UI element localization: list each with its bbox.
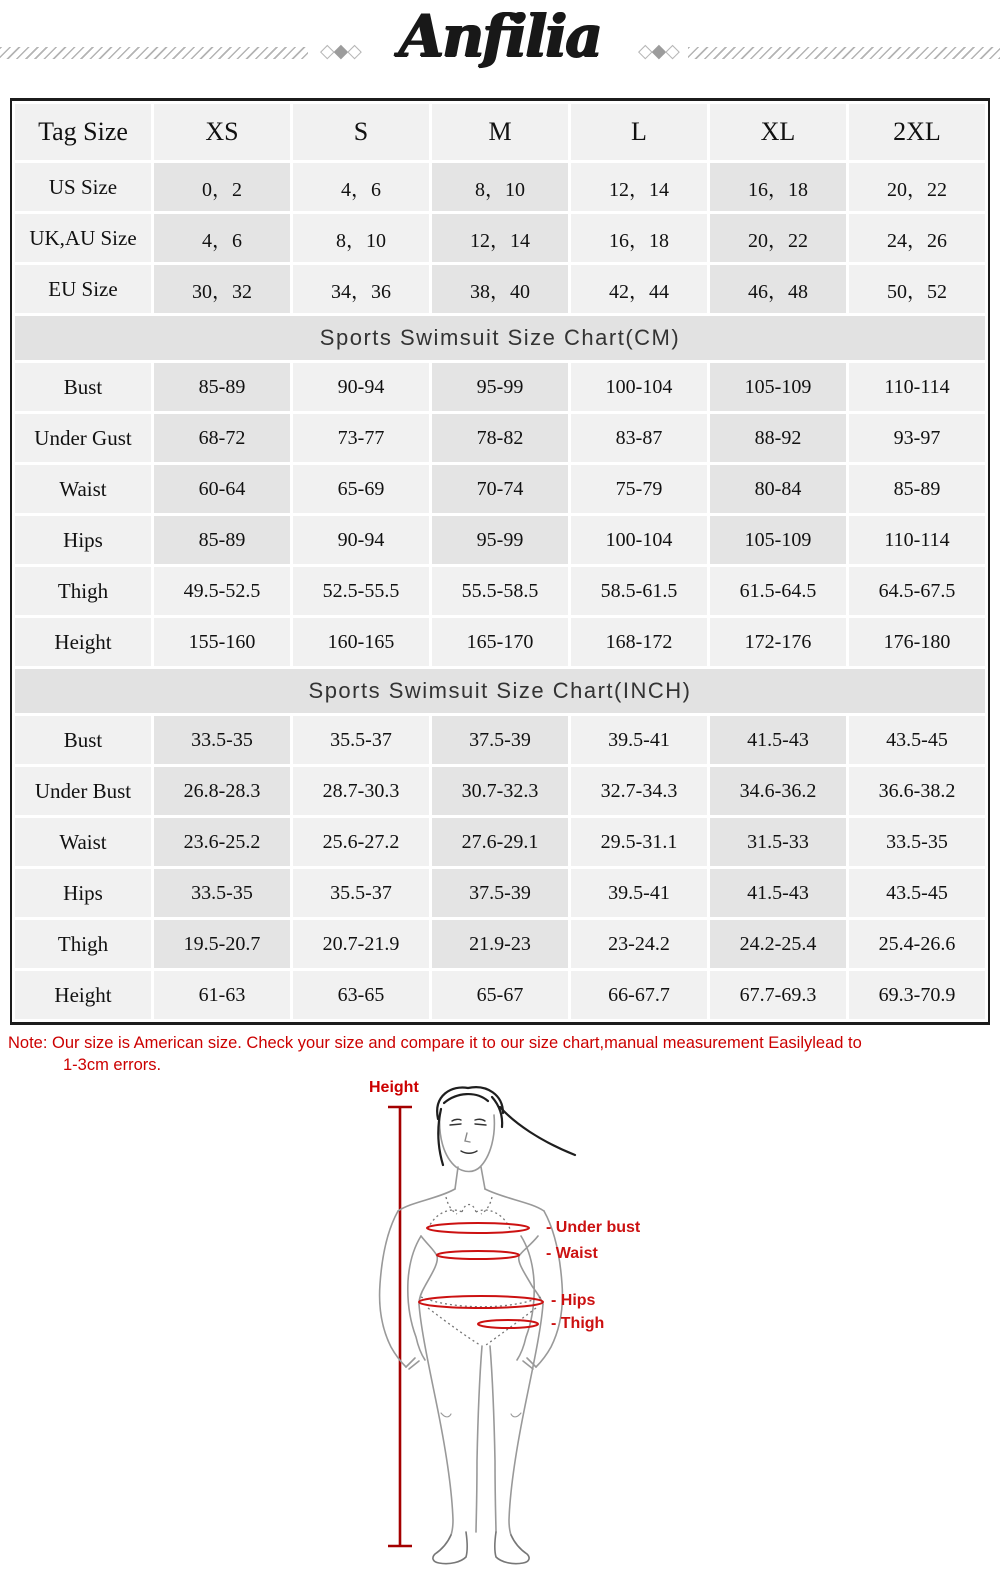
row-label-cell: UK,AU Size	[15, 214, 151, 262]
measurement-ellipses	[419, 1223, 543, 1328]
note-line-1: Note: Our size is American size. Check your size and compare it to our size chart,manual measurement Easilylead to	[8, 1034, 862, 1052]
size-value-cell: 160-165	[293, 618, 429, 666]
size-value-cell: 42，44	[571, 265, 707, 313]
hips-label: - Hips	[551, 1292, 596, 1309]
size-value-cell: 25.4-26.6	[849, 920, 985, 968]
size-value-cell: 64.5-67.5	[849, 567, 985, 615]
waist-label: - Waist	[546, 1245, 598, 1262]
table-row	[15, 869, 985, 917]
table-row	[15, 618, 985, 666]
size-value-cell: 172-176	[710, 618, 846, 666]
size-value-cell: 95-99	[432, 516, 568, 564]
size-table	[12, 101, 988, 1022]
diamond-filled-icon: ◆	[651, 41, 666, 62]
body-figure-sketch	[0, 1079, 1000, 1579]
size-value-cell: 4，6	[154, 214, 290, 262]
size-value-cell: 4，6	[293, 163, 429, 211]
row-label-cell: Waist	[15, 465, 151, 513]
size-value-cell: 23-24.2	[571, 920, 707, 968]
size-value-cell: 33.5-35	[154, 716, 290, 764]
section-title-cell: Sports Swimsuit Size Chart(INCH)	[15, 669, 985, 713]
note-line-2: 1-3cm errors.	[63, 1056, 162, 1074]
section-header-row	[15, 669, 985, 713]
size-value-cell: 12，14	[571, 163, 707, 211]
size-value-cell: 20，22	[710, 214, 846, 262]
size-value-cell: 100-104	[571, 516, 707, 564]
brand-header	[0, 0, 1000, 98]
size-value-cell: 25.6-27.2	[293, 818, 429, 866]
section-header-row	[15, 316, 985, 360]
table-row	[15, 818, 985, 866]
diamond-outline-icon: ◇	[320, 41, 334, 62]
size-value-cell: 23.6-25.2	[154, 818, 290, 866]
thigh-label: - Thigh	[551, 1315, 605, 1332]
size-value-cell: 19.5-20.7	[154, 920, 290, 968]
size-value-cell: 28.7-30.3	[293, 767, 429, 815]
table-row	[15, 163, 985, 211]
size-note	[8, 1032, 996, 1076]
table-row	[15, 767, 985, 815]
row-label-cell: Hips	[15, 516, 151, 564]
size-value-cell: 8，10	[432, 163, 568, 211]
size-value-cell: 41.5-43	[710, 869, 846, 917]
size-value-cell: 43.5-45	[849, 716, 985, 764]
size-value-cell: 21.9-23	[432, 920, 568, 968]
row-label-cell: Height	[15, 618, 151, 666]
size-value-cell: 43.5-45	[849, 869, 985, 917]
size-value-cell: 110-114	[849, 363, 985, 411]
size-value-cell: 35.5-37	[293, 869, 429, 917]
column-header-cell: M	[432, 104, 568, 160]
size-value-cell: 78-82	[432, 414, 568, 462]
row-label-cell: Bust	[15, 363, 151, 411]
size-value-cell: 0，2	[154, 163, 290, 211]
size-value-cell: 105-109	[710, 516, 846, 564]
size-value-cell: 20，22	[849, 163, 985, 211]
size-value-cell: 32.7-34.3	[571, 767, 707, 815]
size-value-cell: 75-79	[571, 465, 707, 513]
size-value-cell: 29.5-31.1	[571, 818, 707, 866]
size-value-cell: 168-172	[571, 618, 707, 666]
size-value-cell: 37.5-39	[432, 716, 568, 764]
size-value-cell: 85-89	[154, 516, 290, 564]
brand-logo: Anfilia	[399, 2, 601, 70]
column-header-cell: 2XL	[849, 104, 985, 160]
size-value-cell: 95-99	[432, 363, 568, 411]
row-label-cell: Thigh	[15, 920, 151, 968]
row-label-cell: Waist	[15, 818, 151, 866]
column-header-cell: L	[571, 104, 707, 160]
table-row	[15, 516, 985, 564]
size-value-cell: 33.5-35	[154, 869, 290, 917]
figure-face-features	[450, 1119, 486, 1153]
size-value-cell: 30，32	[154, 265, 290, 313]
table-row	[15, 567, 985, 615]
size-value-cell: 90-94	[293, 363, 429, 411]
figure-outline	[380, 1113, 563, 1564]
corner-header-cell: Tag Size	[15, 104, 151, 160]
size-value-cell: 16，18	[710, 163, 846, 211]
size-value-cell: 52.5-55.5	[293, 567, 429, 615]
size-value-cell: 165-170	[432, 618, 568, 666]
size-value-cell: 41.5-43	[710, 716, 846, 764]
size-value-cell: 73-77	[293, 414, 429, 462]
diamond-outline-icon: ◇	[665, 41, 679, 62]
size-value-cell: 30.7-32.3	[432, 767, 568, 815]
hatch-decoration-right	[688, 47, 1000, 59]
size-value-cell: 65-67	[432, 971, 568, 1019]
row-label-cell: Height	[15, 971, 151, 1019]
size-value-cell: 55.5-58.5	[432, 567, 568, 615]
size-value-cell: 39.5-41	[571, 716, 707, 764]
row-label-cell: Hips	[15, 869, 151, 917]
size-chart-table-wrapper	[10, 98, 990, 1025]
height-label: Height	[369, 1079, 419, 1096]
row-label-cell: EU Size	[15, 265, 151, 313]
row-label-cell: Thigh	[15, 567, 151, 615]
row-label-cell: Under Gust	[15, 414, 151, 462]
size-value-cell: 16，18	[571, 214, 707, 262]
table-row	[15, 920, 985, 968]
size-value-cell: 24.2-25.4	[710, 920, 846, 968]
section-title-cell: Sports Swimsuit Size Chart(CM)	[15, 316, 985, 360]
table-row	[15, 465, 985, 513]
size-value-cell: 33.5-35	[849, 818, 985, 866]
size-value-cell: 65-69	[293, 465, 429, 513]
table-row	[15, 214, 985, 262]
size-value-cell: 34，36	[293, 265, 429, 313]
figure-hair	[437, 1087, 575, 1165]
diamond-outline-icon: ◇	[347, 41, 361, 62]
size-value-cell: 67.7-69.3	[710, 971, 846, 1019]
row-label-cell: US Size	[15, 163, 151, 211]
size-value-cell: 49.5-52.5	[154, 567, 290, 615]
size-value-cell: 12，14	[432, 214, 568, 262]
size-value-cell: 68-72	[154, 414, 290, 462]
size-value-cell: 24，26	[849, 214, 985, 262]
size-value-cell: 69.3-70.9	[849, 971, 985, 1019]
column-header-cell: XL	[710, 104, 846, 160]
size-value-cell: 60-64	[154, 465, 290, 513]
size-value-cell: 90-94	[293, 516, 429, 564]
row-label-cell: Bust	[15, 716, 151, 764]
table-header-row	[15, 104, 985, 160]
size-value-cell: 66-67.7	[571, 971, 707, 1019]
size-value-cell: 100-104	[571, 363, 707, 411]
size-value-cell: 31.5-33	[710, 818, 846, 866]
column-header-cell: XS	[154, 104, 290, 160]
size-value-cell: 26.8-28.3	[154, 767, 290, 815]
size-value-cell: 93-97	[849, 414, 985, 462]
table-row	[15, 363, 985, 411]
size-value-cell: 176-180	[849, 618, 985, 666]
size-value-cell: 8，10	[293, 214, 429, 262]
row-label-cell: Under Bust	[15, 767, 151, 815]
table-row	[15, 265, 985, 313]
size-value-cell: 85-89	[849, 465, 985, 513]
size-value-cell: 35.5-37	[293, 716, 429, 764]
size-value-cell: 39.5-41	[571, 869, 707, 917]
size-value-cell: 88-92	[710, 414, 846, 462]
size-value-cell: 105-109	[710, 363, 846, 411]
measurement-diagram	[0, 1079, 1000, 1579]
size-value-cell: 110-114	[849, 516, 985, 564]
size-value-cell: 20.7-21.9	[293, 920, 429, 968]
size-value-cell: 70-74	[432, 465, 568, 513]
height-measure-line	[388, 1107, 412, 1546]
size-value-cell: 63-65	[293, 971, 429, 1019]
size-value-cell: 83-87	[571, 414, 707, 462]
under-bust-label: - Under bust	[546, 1219, 641, 1236]
size-value-cell: 80-84	[710, 465, 846, 513]
size-value-cell: 27.6-29.1	[432, 818, 568, 866]
table-row	[15, 716, 985, 764]
size-value-cell: 36.6-38.2	[849, 767, 985, 815]
size-value-cell: 85-89	[154, 363, 290, 411]
diamond-outline-icon: ◇	[638, 41, 652, 62]
size-value-cell: 37.5-39	[432, 869, 568, 917]
table-row	[15, 971, 985, 1019]
diamond-filled-icon: ◆	[333, 41, 348, 62]
diamond-decoration-right	[638, 40, 679, 64]
table-row	[15, 414, 985, 462]
size-value-cell: 38，40	[432, 265, 568, 313]
column-header-cell: S	[293, 104, 429, 160]
size-value-cell: 155-160	[154, 618, 290, 666]
size-value-cell: 61.5-64.5	[710, 567, 846, 615]
size-value-cell: 58.5-61.5	[571, 567, 707, 615]
size-value-cell: 50，52	[849, 265, 985, 313]
size-value-cell: 61-63	[154, 971, 290, 1019]
size-value-cell: 34.6-36.2	[710, 767, 846, 815]
size-value-cell: 46，48	[710, 265, 846, 313]
